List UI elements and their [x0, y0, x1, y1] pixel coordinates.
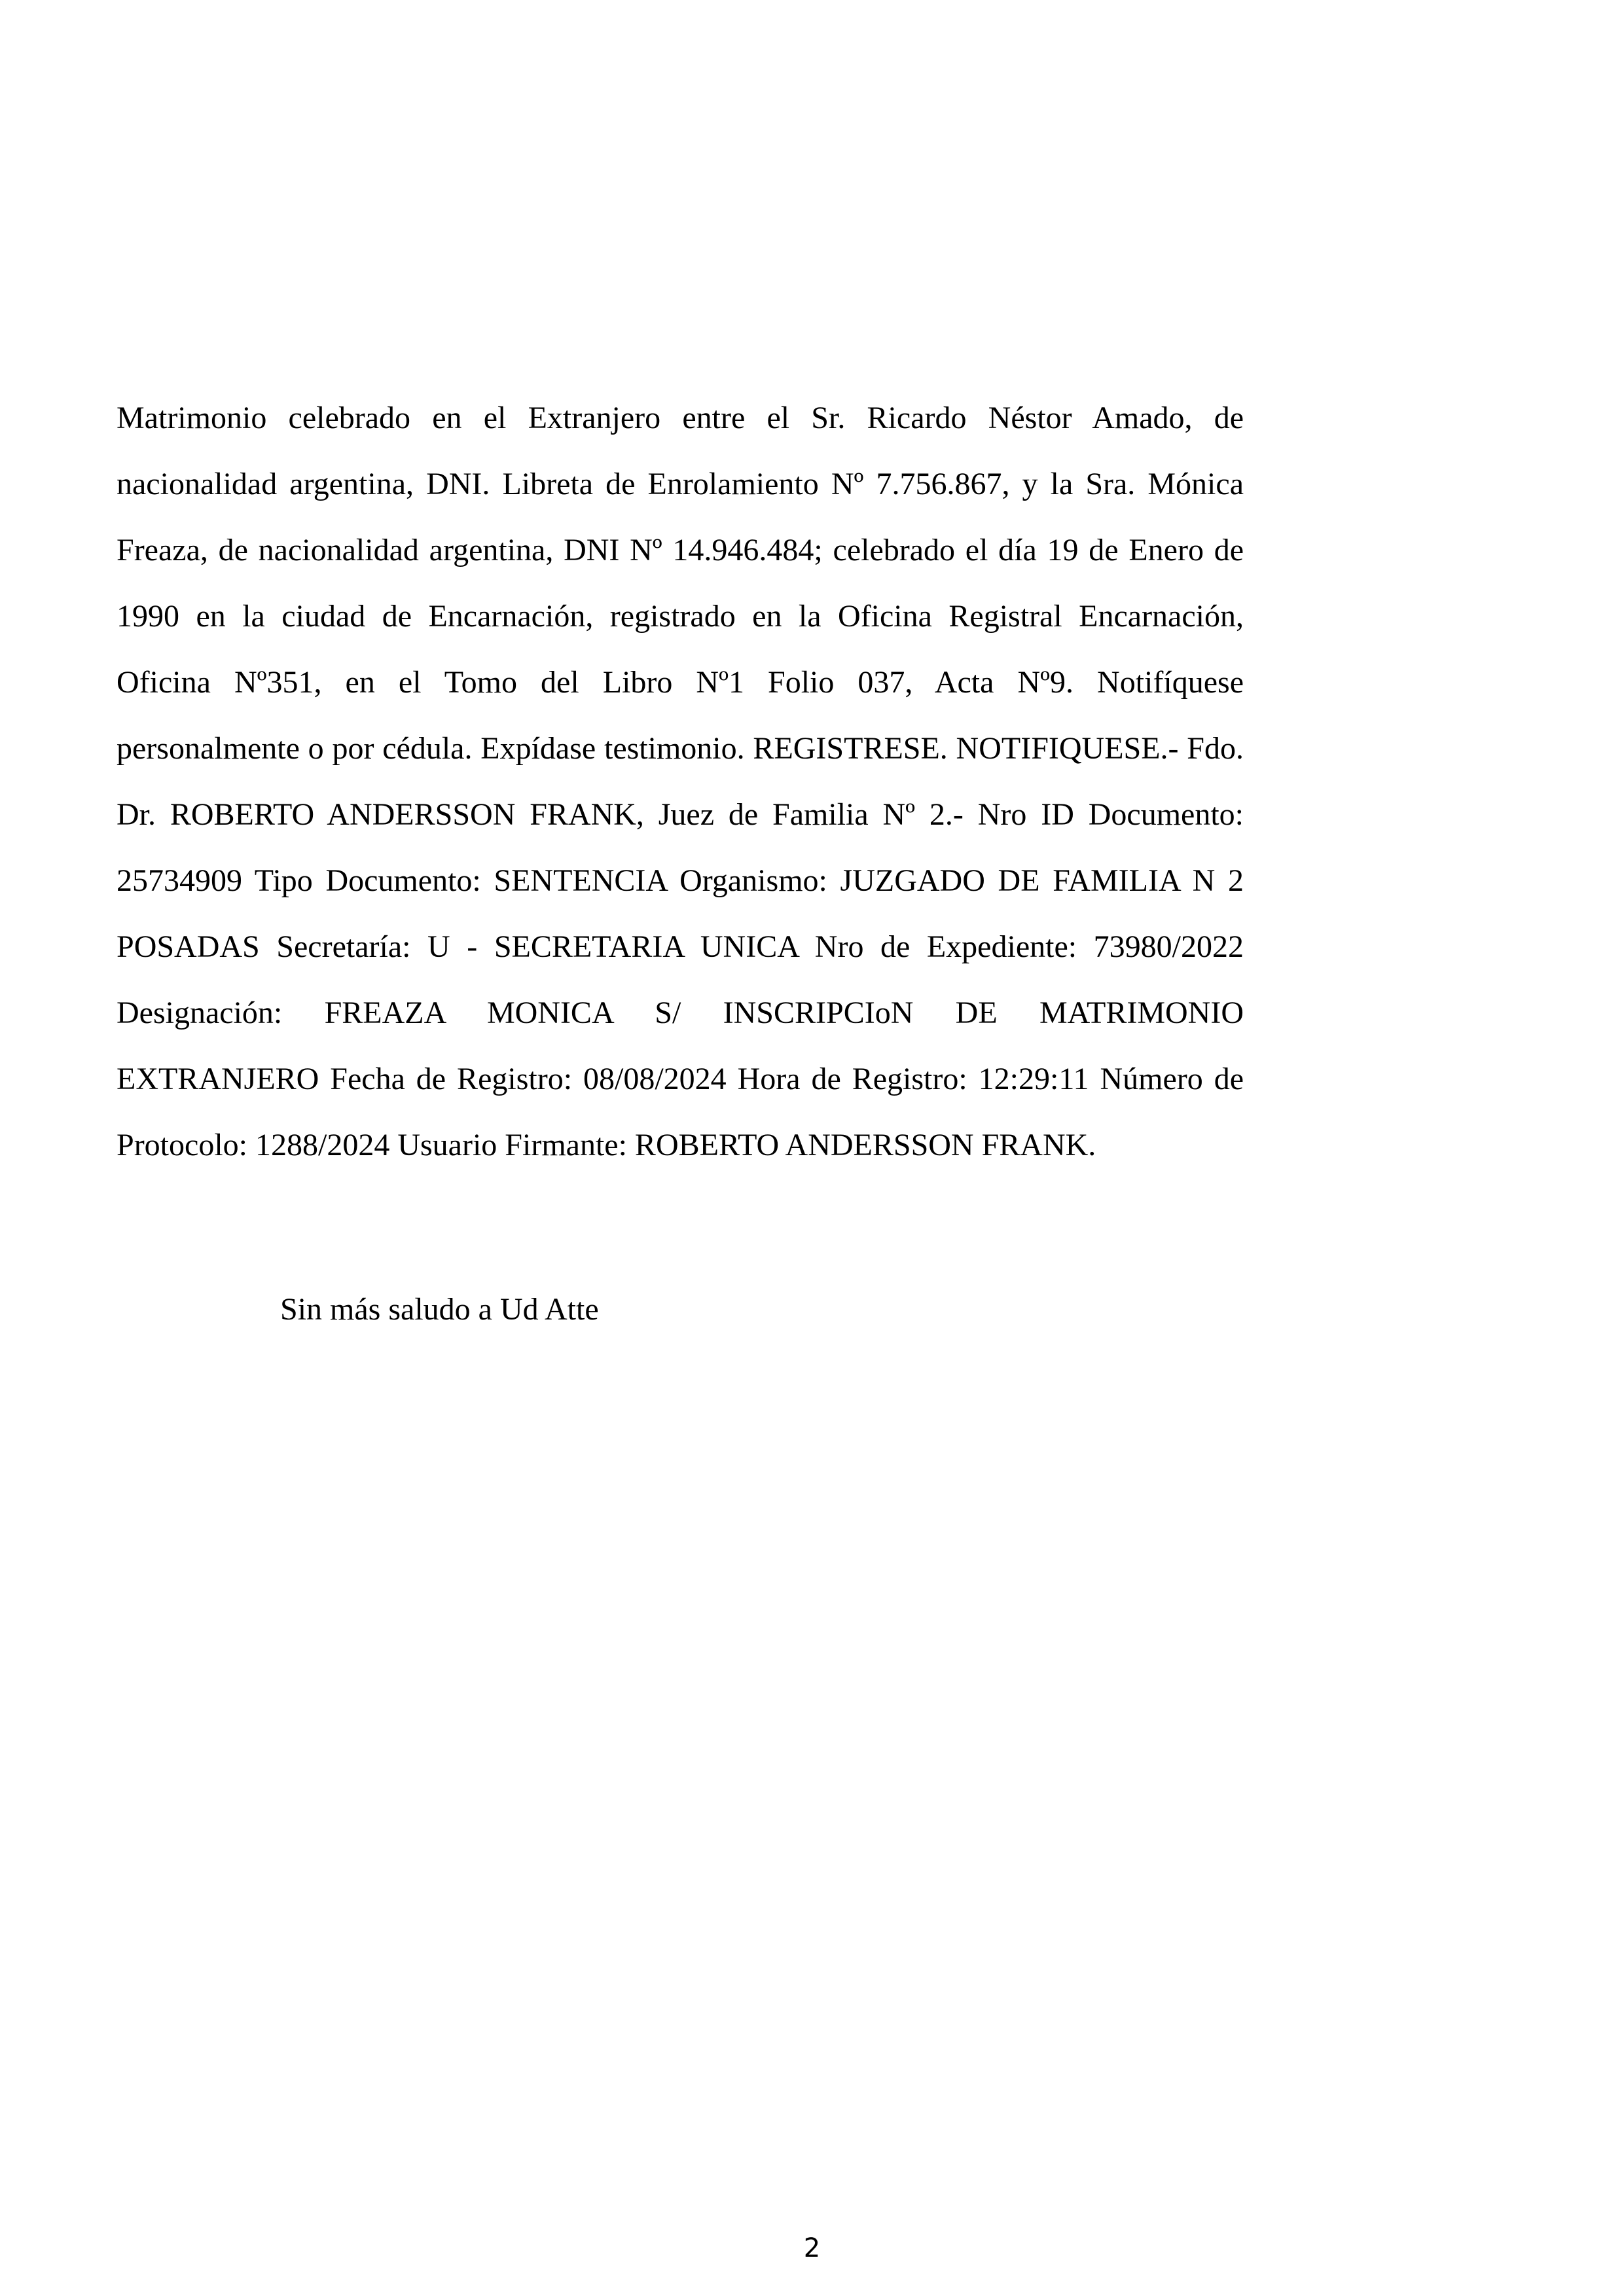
closing-line: Sin más saludo a Ud Atte	[280, 1292, 599, 1327]
page-number: 2	[803, 2233, 821, 2263]
body-paragraph: Matrimonio celebrado en el Extranjero entre el Sr. Ricardo Néstor Amado, de nacionalidad argentina, DNI. Libreta de Enrolamiento Nº 7.756.867, y la Sra. Mónica Freaza, de nacionalidad argentina, DNI Nº 14.946.484; celebrado el día 19 de Enero de 1990 en la ciudad de Encarnación, registrado en la Oficina Registral Encarnación, Oficina Nº351, en el Tomo del Libro Nº1 Folio 037, Acta Nº9. Notifíquese personalmente o por cédula. Expídase testimonio. REGISTRESE. NOTIFIQUESE.- Fdo. Dr. ROBERTO ANDERSSON FRANK, Juez de Familia Nº 2.- Nro ID Documento: 25734909 Tipo Documento: SENTENCIA Organismo: JUZGADO DE FAMILIA N 2 POSADAS Secretaría: U - SECRETARIA UNICA Nro de Expediente: 73980/2022 Designación: FREAZA MONICA S/ INSCRIPCIoN DE MATRIMONIO EXTRANJERO Fecha de Registro: 08/08/2024 Hora de Registro: 12:29:11 Número de Protocolo: 1288/2024 Usuario Firmante: ROBERTO ANDERSSON FRANK.	[117, 401, 1244, 1162]
